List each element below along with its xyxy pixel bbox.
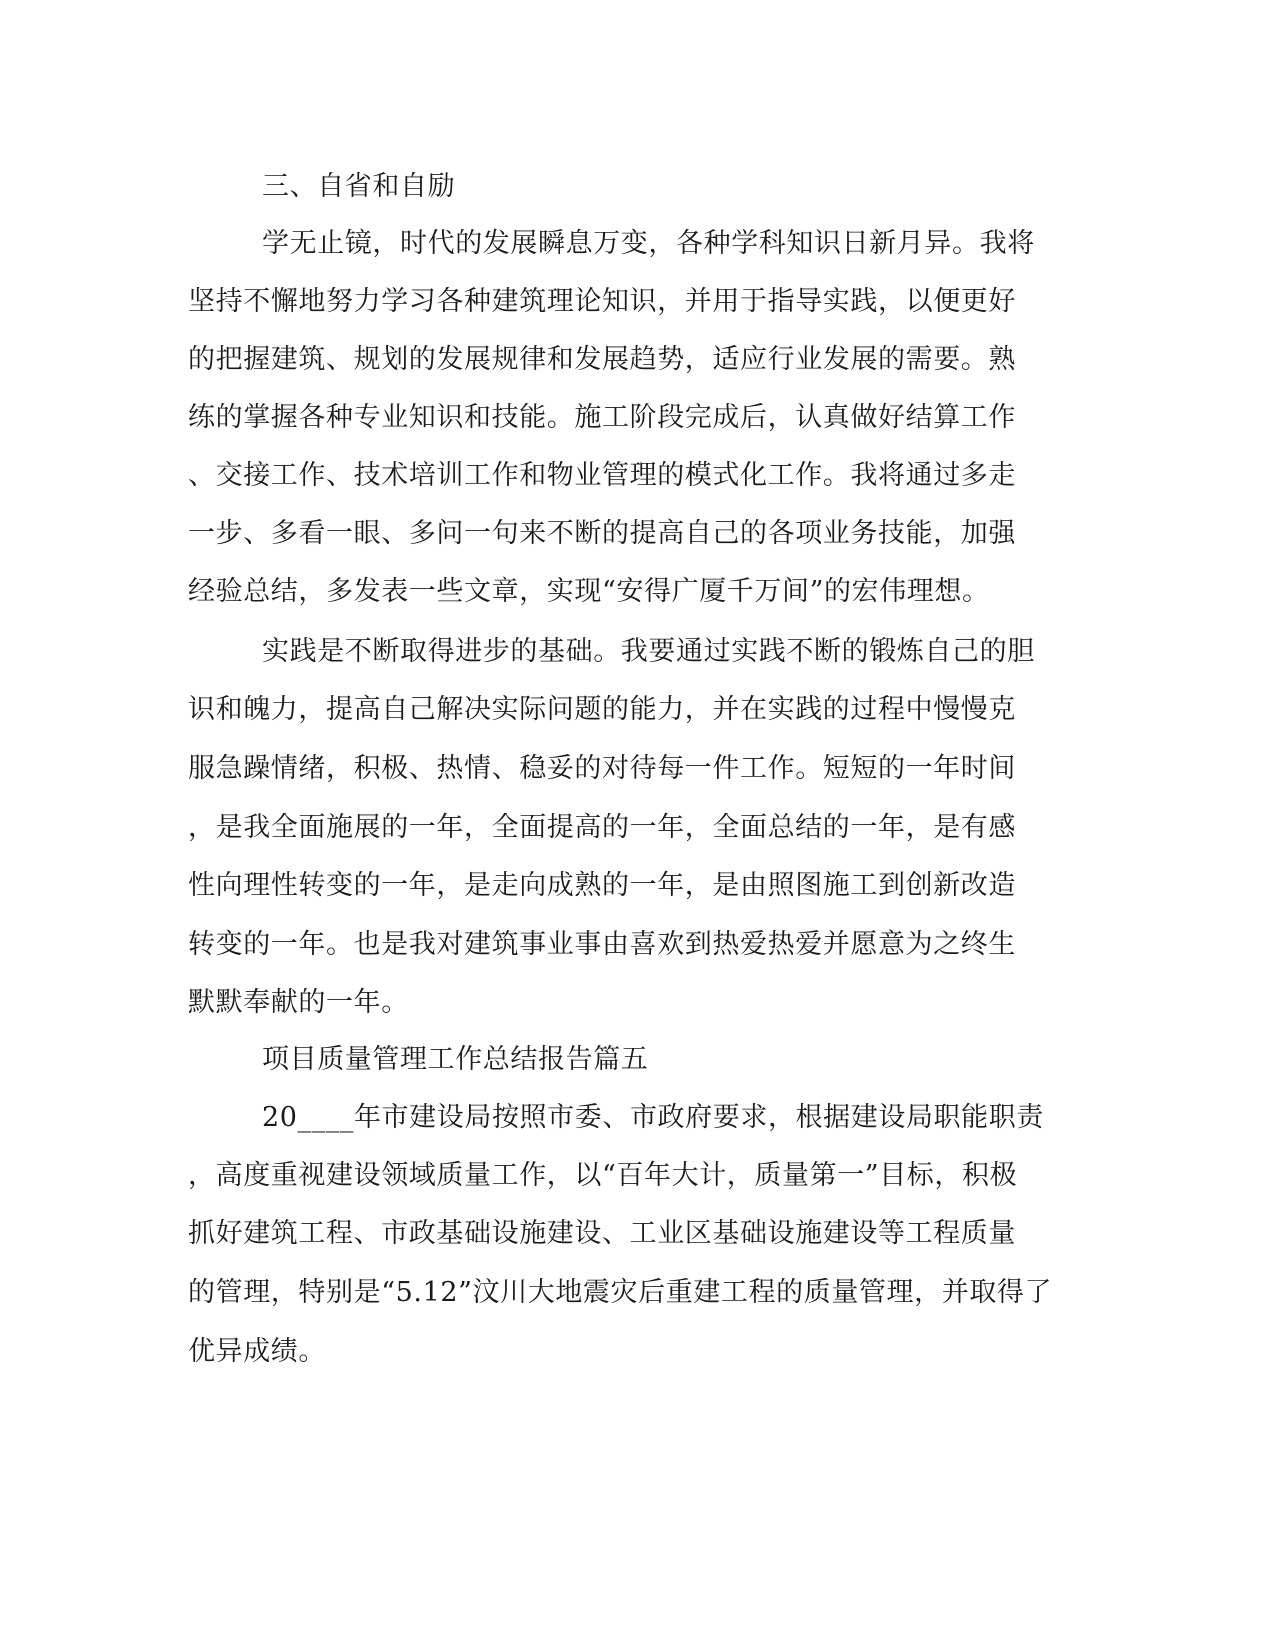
paragraph-line: 优异成绩。 bbox=[188, 1336, 326, 1367]
paragraph-line: 实践是不断取得进步的基础。我要通过实践不断的锻炼自己的胆 bbox=[262, 636, 1035, 667]
paragraph-line: 识和魄力，提高自己解决实际问题的能力，并在实践的过程中慢慢克 bbox=[188, 694, 1016, 725]
section-heading: 项目质量管理工作总结报告篇五 bbox=[262, 1044, 649, 1075]
paragraph-line: 服急躁情绪，积极、热情、稳妥的对待每一件工作。短短的一年时间 bbox=[188, 753, 1016, 784]
paragraph-line: 的管理，特别是“5.12”汶川大地震灾后重建工程的质量管理，并取得了 bbox=[188, 1277, 1053, 1308]
paragraph-line: 20____年市建设局按照市委、市政府要求，根据建设局职能职责 bbox=[262, 1102, 1044, 1133]
paragraph-line: 、交接工作、技术培训工作和物业管理的模式化工作。我将通过多走 bbox=[188, 460, 1016, 491]
paragraph-line: 默默奉献的一年。 bbox=[188, 987, 409, 1018]
paragraph-line: 性向理性转变的一年，是走向成熟的一年，是由照图施工到创新改造 bbox=[188, 870, 1016, 901]
paragraph-line: ，是我全面施展的一年，全面提高的一年，全面总结的一年，是有感 bbox=[188, 812, 1016, 843]
paragraph-line: 坚持不懈地努力学习各种建筑理论知识，并用于指导实践，以便更好 bbox=[188, 286, 1016, 317]
paragraph-line: 学无止镜，时代的发展瞬息万变，各种学科知识日新月异。我将 bbox=[262, 228, 1035, 259]
paragraph-line: 的把握建筑、规划的发展规律和发展趋势，适应行业发展的需要。熟 bbox=[188, 344, 1016, 375]
paragraph-line: 转变的一年。也是我对建筑事业事由喜欢到热爱热爱并愿意为之终生 bbox=[188, 929, 1016, 960]
paragraph-line: 一步、多看一眼、多问一句来不断的提高自己的各项业务技能，加强 bbox=[188, 518, 1016, 549]
paragraph-line: 经验总结，多发表一些文章，实现“安得广厦千万间”的宏伟理想。 bbox=[188, 576, 990, 607]
paragraph-line: ，高度重视建设领域质量工作，以“百年大计，质量第一”目标，积极 bbox=[188, 1160, 1018, 1191]
paragraph-line: 练的掌握各种专业知识和技能。施工阶段完成后，认真做好结算工作 bbox=[188, 402, 1016, 433]
section-heading: 三、自省和自励 bbox=[262, 171, 456, 202]
paragraph-line: 抓好建筑工程、市政基础设施建设、工业区基础设施建设等工程质量 bbox=[188, 1218, 1016, 1249]
